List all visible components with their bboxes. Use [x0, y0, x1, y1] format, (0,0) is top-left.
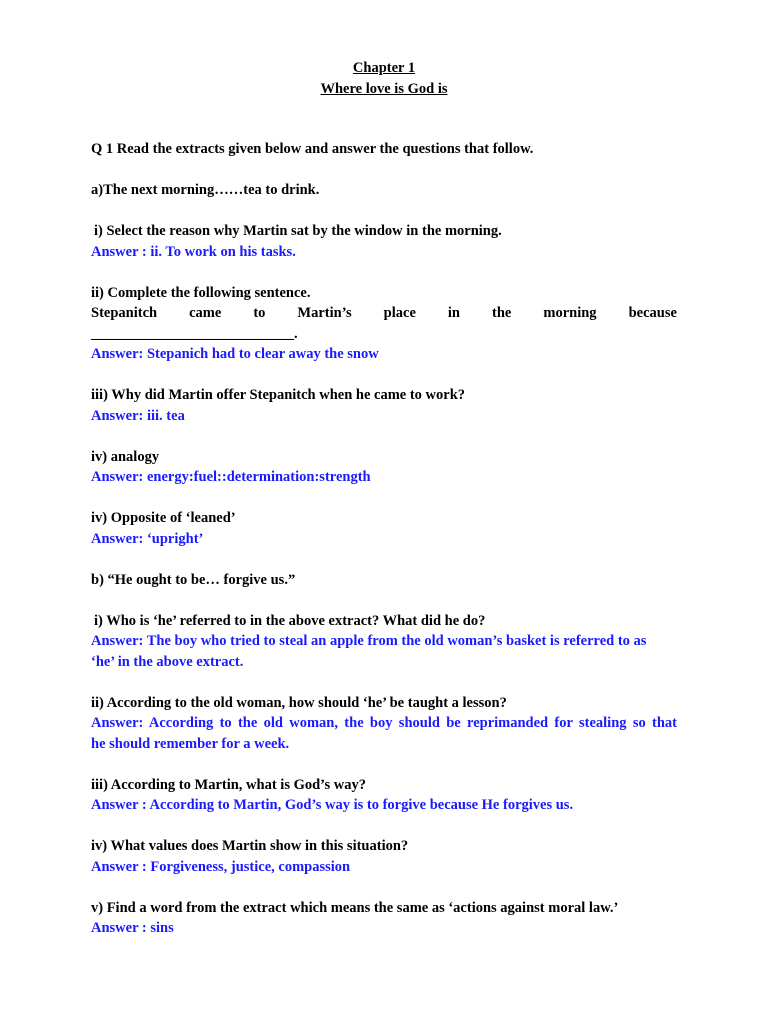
sentence-word: morning [543, 305, 597, 321]
question-a-iv-opposite: iv) Opposite of ‘leaned’ [91, 510, 236, 526]
sentence-word: place [383, 305, 416, 321]
sentence-blank: ____________________________. [91, 325, 298, 342]
extract-a: a)The next morning……tea to drink. [91, 182, 320, 198]
sentence-word: Stepanitch [91, 305, 158, 321]
answer-b-ii-line1: Answer: According to the old woman, the boy should be reprimanded for stealing so that [91, 715, 677, 731]
sentence-word: to [253, 305, 266, 321]
answer-b-i-line1: Answer: The boy who tried to steal an apple from the old woman’s basket is referred to as [91, 633, 647, 649]
answer-a-iii: Answer: iii. tea [91, 407, 185, 424]
sentence-word: the [492, 305, 512, 321]
chapter-title: Where love is God is [320, 81, 448, 97]
chapter-heading: Chapter 1 [352, 60, 416, 76]
answer-a-ii: Answer: Stepanich had to clear away the snow [91, 346, 379, 362]
question-instruction: Q 1 Read the extracts given below and answer the questions that follow. [91, 141, 534, 157]
answer-b-v: Answer : sins [91, 920, 174, 936]
question-a-iii: iii) Why did Martin offer Stepanitch when he came to work? [91, 387, 466, 403]
sentence-word: Martin’s [297, 305, 352, 321]
question-b-iii: iii) According to Martin, what is God’s way? [91, 776, 366, 793]
answer-b-ii-line2: he should remember for a week. [91, 735, 290, 752]
question-b-v: v) Find a word from the extract which means the same as ‘actions against moral law.’ [91, 899, 619, 916]
question-a-iv-analogy: iv) analogy [91, 448, 160, 465]
question-b-ii: ii) According to the old woman, how should ‘he’ be taught a lesson? [91, 694, 507, 711]
sentence-word: because [628, 305, 677, 321]
question-a-ii: ii) Complete the following sentence. [91, 284, 311, 301]
answer-b-i-line2: ‘he’ in the above extract. [91, 653, 244, 670]
question-content [91, 139, 677, 939]
question-b-iv: iv) What values does Martin show in this situation? [91, 838, 409, 854]
question-a-ii-sentence [91, 303, 677, 324]
question-a-i: i) Select the reason why Martin sat by the window in the morning. [94, 223, 502, 239]
answer-a-iv-opposite: Answer: ‘upright’ [91, 530, 204, 547]
answer-b-iii: Answer : According to Martin, God’s way is to forgive because He forgives us. [91, 797, 574, 813]
extract-b: b) “He ought to be… forgive us.” [91, 571, 296, 588]
answer-b-iv: Answer : Forgiveness, justice, compassion [91, 858, 351, 875]
sentence-word: in [447, 305, 460, 321]
answer-a-iv-analogy: Answer: energy:fuel::determination:strength [91, 469, 371, 485]
sentence-word: came [189, 305, 222, 321]
answer-a-i: Answer : ii. To work on his tasks. [91, 243, 296, 260]
question-b-i: i) Who is ‘he’ referred to in the above extract? What did he do? [94, 612, 486, 629]
